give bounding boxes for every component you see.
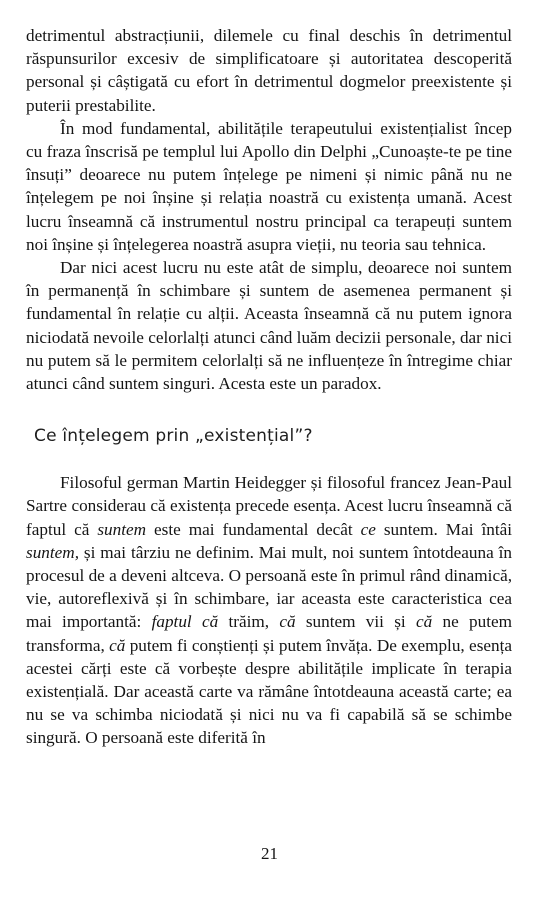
paragraph-4-text-5: trăim,	[218, 612, 280, 632]
section-heading: Ce înțelegem prin „existențial”?	[34, 426, 313, 447]
paragraph-1: detrimentul abstracțiunii, dilemele cu final deschis în detrimentul răspunsurilor excesiv de simplificatoare și autoritatea descoperită personal și câștigată cu efort în detrimentul dogmelor preexistente și puterii prestabilite.	[26, 26, 512, 115]
paragraph-3: Dar nici acest lucru nu este atât de simplu, deoarece noi suntem în permanență în schimbare și suntem de asemenea permanent și fundamental în relație cu alții. Aceasta înseamnă că nu putem ignora niciodată nevoile celorlalți atunci când luăm decizii personale, dar nici nu putem să le permitem celorlalți să ne influențeze în întregime chiar atunci când suntem singuri. Acesta este un paradox.	[26, 258, 512, 394]
paragraph-4-emphasis-2: ce	[360, 519, 376, 539]
page-number: 21	[261, 844, 278, 863]
paragraph-4-emphasis-7: că	[109, 635, 126, 655]
paragraph-4-text-7: ne putem transforma,	[26, 612, 512, 655]
paragraph-4-emphasis-5: că	[279, 612, 296, 632]
paragraph-4-emphasis-1: suntem	[97, 519, 147, 539]
paragraph-4-text-2: este mai fundamental decât	[146, 519, 361, 539]
paragraph-4-emphasis-6: că	[415, 612, 433, 632]
paragraph-4-text-8: putem fi conștienți și putem învăța. De exemplu, esența acestei cărți este că vorbește despre abilitățile implicate în terapia existențială. Dar această carte va rămâne întotdeauna această carte; ea nu se va schimba niciodată și nici nu va fi capabilă să se schimbe singură. O persoană este diferită în	[26, 635, 513, 748]
paragraph-4-text-1: Filosoful german Martin Heidegger și filosoful francez Jean-Paul Sartre considerau că existența precede esența. Acest lucru înseamnă că faptul că	[26, 473, 512, 539]
book-page	[26, 24, 512, 750]
paragraph-4-emphasis-4: faptul că	[151, 612, 219, 632]
paragraph-4-text-3: suntem. Mai întâi	[375, 519, 513, 539]
paragraph-2: În mod fundamental, abilitățile terapeutului existențialist încep cu fraza înscrisă pe templul lui Apollo din Delphi „Cunoaște-te pe tine însuți” deoarece nu putem înțelege pe nimeni și nimic până nu ne înțelegem pe noi înșine și relația noastră cu existența umană. Acest lucru înseamnă că instrumentul nostru principal ca terapeuți suntem noi înșine și înțelegerea noastră asupra vieții, nu teoria sau tehnica.	[26, 118, 512, 254]
paragraph-4-text-4: și mai târziu ne definim. Mai mult, noi suntem întotdeauna în procesul de a deveni altceva. O persoană este în primul rând dinamică, vie, autoreflexivă și în schimbare, iar aceasta este caracteristica cea mai importantă:	[26, 542, 512, 632]
paragraph-4-text-6: suntem vii și	[295, 612, 416, 632]
paragraph-4	[26, 471, 512, 749]
paragraph-4-emphasis-3: suntem,	[26, 542, 79, 562]
